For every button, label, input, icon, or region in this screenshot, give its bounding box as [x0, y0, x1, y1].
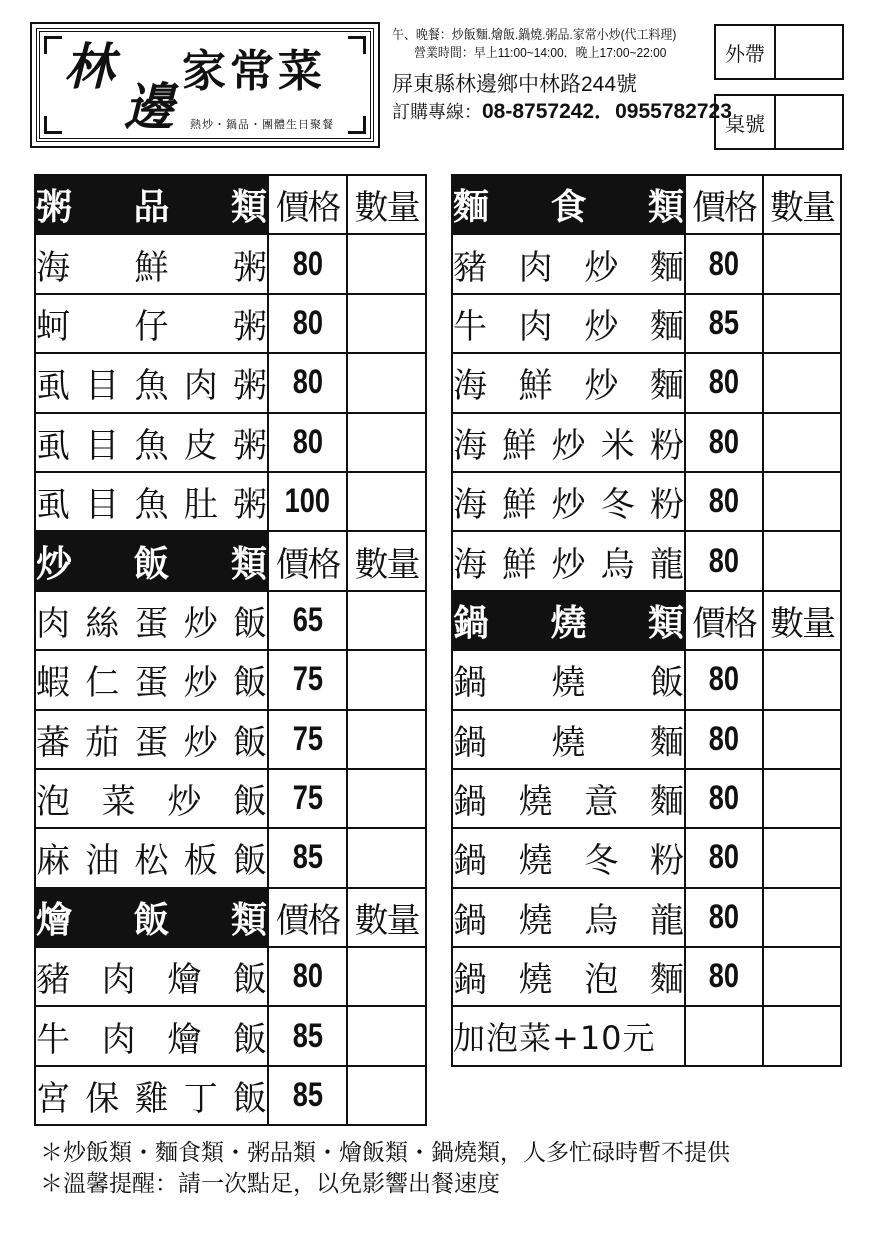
item-name-char: 宮 — [36, 1079, 70, 1120]
quantity-field[interactable] — [763, 234, 841, 293]
item-name-char: 粉 — [650, 425, 684, 466]
item-name-char: 肉 — [518, 247, 553, 288]
quantity-field[interactable] — [763, 828, 841, 887]
frame-corner — [348, 36, 366, 54]
section-title-char: 粥 — [36, 187, 73, 229]
item-name-char: 泡 — [36, 782, 70, 823]
menu-item-row — [35, 472, 426, 531]
item-name-char: 燴 — [167, 960, 202, 1001]
section-title — [35, 175, 268, 234]
item-name-char: 肉 — [183, 366, 218, 407]
item-name-char: 鮮 — [518, 366, 553, 407]
item-name-char: 蕃 — [36, 722, 70, 763]
item-price-value: 75 — [292, 779, 323, 818]
item-name-char: 鍋 — [453, 900, 487, 941]
logo-char-bian: 邊 — [124, 77, 174, 136]
item-price-value: 85 — [292, 1076, 323, 1115]
item-name-char: 意 — [584, 782, 619, 823]
item-name-char: 龍 — [649, 900, 684, 941]
item-name-char: 松 — [134, 841, 169, 882]
menu-item-row — [452, 413, 841, 472]
section-title — [35, 888, 268, 947]
menu-item-row — [452, 294, 841, 353]
item-name-char: 炒 — [183, 722, 218, 763]
item-name-char: 魚 — [134, 485, 169, 526]
item-price-value: 80 — [708, 719, 740, 758]
item-name-char: 豬 — [453, 247, 487, 288]
price-column-header: 價格 — [268, 175, 347, 234]
item-price-value: 80 — [708, 422, 740, 461]
item-name — [452, 531, 685, 590]
section-title-char: 類 — [230, 187, 267, 229]
item-name-char: 麵 — [649, 306, 684, 347]
item-name — [35, 650, 268, 709]
item-price-value: 80 — [708, 957, 740, 996]
item-name-char: 蛋 — [134, 722, 169, 763]
restaurant-logo — [30, 22, 380, 148]
section-title-char: 炒 — [36, 543, 73, 585]
item-price — [268, 710, 347, 769]
menu-table-right — [451, 174, 842, 1067]
menu-item-row — [452, 234, 841, 293]
item-name — [452, 234, 685, 293]
quantity-field[interactable] — [347, 413, 426, 472]
item-name-char: 鮮 — [502, 425, 537, 466]
logo-char-lin: 林 — [64, 37, 114, 96]
quantity-field[interactable] — [763, 353, 841, 412]
item-price-value: 80 — [708, 244, 740, 283]
item-name-char: 飯 — [233, 663, 267, 704]
order-phone — [392, 100, 732, 124]
section-title-char: 類 — [230, 899, 267, 941]
item-price-value: 80 — [708, 838, 740, 877]
item-name — [35, 710, 268, 769]
item-name — [35, 1066, 268, 1125]
item-price-value: 80 — [292, 422, 323, 461]
price-column-header: 價格 — [268, 531, 347, 590]
item-name-char: 鮮 — [502, 485, 537, 526]
item-price-value: 80 — [292, 957, 323, 996]
item-name-char: 茄 — [85, 722, 120, 763]
section-title-char: 食 — [550, 187, 587, 229]
menu-item-row — [452, 650, 841, 709]
item-name — [452, 828, 685, 887]
section-title-char: 類 — [647, 602, 684, 644]
menu-item-row — [35, 591, 426, 650]
item-price-value: 80 — [292, 363, 323, 402]
item-name-char: 粥 — [233, 306, 267, 347]
quantity-field[interactable] — [347, 353, 426, 412]
item-name-char: 菜 — [101, 782, 136, 823]
item-name — [452, 413, 685, 472]
item-name-char: 飯 — [650, 663, 684, 704]
item-name-char: 海 — [453, 544, 487, 585]
quantity-field[interactable] — [763, 947, 841, 1006]
quantity-field[interactable] — [347, 769, 426, 828]
menu-item-row — [35, 1066, 426, 1125]
takeout-field[interactable] — [776, 26, 842, 78]
item-name-char: 鮮 — [134, 247, 169, 288]
item-name-char: 鍋 — [453, 722, 487, 763]
item-name-char: 燒 — [518, 960, 553, 1001]
item-name-char: 粥 — [233, 485, 267, 526]
item-price — [268, 234, 347, 293]
item-name-char: 粥 — [233, 425, 267, 466]
menu-item-row — [35, 650, 426, 709]
menu-item-row — [35, 294, 426, 353]
section-title-char: 鍋 — [453, 602, 490, 644]
meal-types: 午、晚餐：炒飯麵.燴飯.鍋燒.粥品.家常小炒(代工料理) — [392, 27, 677, 42]
menu-item-row — [35, 769, 426, 828]
item-name — [452, 769, 685, 828]
menu-item-row — [452, 472, 841, 531]
item-name — [35, 353, 268, 412]
quantity-column-header: 數量 — [347, 531, 426, 590]
item-name-char: 肉 — [101, 960, 136, 1001]
item-name-char: 肉 — [101, 1019, 136, 1060]
item-name-char: 粉 — [650, 485, 684, 526]
frame-corner — [348, 116, 366, 134]
restaurant-info — [392, 26, 732, 124]
item-price-value: 80 — [708, 897, 740, 936]
item-name-char: 海 — [453, 425, 487, 466]
item-price — [268, 650, 347, 709]
item-price — [685, 769, 763, 828]
item-name-char: 飯 — [232, 1019, 267, 1060]
item-name-char: 麻 — [36, 841, 70, 882]
item-name-char: 冬 — [600, 485, 635, 526]
item-name-char: 仁 — [85, 663, 120, 704]
item-name-char: 麵 — [649, 782, 684, 823]
item-name-char: 油 — [85, 841, 120, 882]
price-column-header: 價格 — [268, 888, 347, 947]
item-name-char: 炒 — [584, 247, 619, 288]
section-title — [452, 175, 685, 234]
quantity-field[interactable] — [763, 1006, 841, 1065]
item-name-char: 鍋 — [453, 960, 487, 1001]
table-number-box — [714, 94, 844, 150]
section-title-char: 燒 — [550, 602, 587, 644]
item-name — [35, 769, 268, 828]
quantity-field[interactable] — [763, 531, 841, 590]
section-title — [35, 531, 268, 590]
menu-item-row — [35, 947, 426, 1006]
item-price-value: 80 — [708, 779, 740, 818]
item-name-char: 蝦 — [36, 663, 70, 704]
quantity-column-header: 數量 — [347, 888, 426, 947]
item-name — [35, 591, 268, 650]
item-name-char: 虱 — [36, 425, 70, 466]
footer-note-availability: ＊炒飯類・麵食類・粥品類・燴飯類・鍋燒類，人多忙碌時暫不提供 — [40, 1140, 730, 1166]
item-price — [685, 947, 763, 1006]
logo-home-cooking: 家常菜 — [182, 46, 326, 97]
quantity-column-header: 數量 — [763, 591, 841, 650]
item-name-char: 炒 — [167, 782, 202, 823]
item-name-char: 飯 — [233, 841, 267, 882]
item-price — [268, 828, 347, 887]
item-price — [268, 294, 347, 353]
quantity-field[interactable] — [763, 413, 841, 472]
menu-item-row — [35, 828, 426, 887]
item-name-char: 冬 — [584, 841, 619, 882]
item-price-value: 80 — [292, 303, 323, 342]
item-name-char: 虱 — [36, 485, 70, 526]
item-name — [452, 650, 685, 709]
takeout-label: 外帶 — [716, 26, 776, 78]
item-name-char: 目 — [85, 485, 120, 526]
section-header-porridge — [35, 175, 426, 234]
item-name — [35, 234, 268, 293]
item-name — [35, 413, 268, 472]
logo-slogan: 熱炒・鍋品・團體生日聚餐 — [190, 118, 334, 131]
item-price — [268, 591, 347, 650]
quantity-field[interactable] — [763, 472, 841, 531]
item-price-value: 80 — [708, 482, 740, 521]
quantity-field[interactable] — [347, 1066, 426, 1125]
item-name-char: 目 — [85, 425, 120, 466]
item-name-char: 絲 — [85, 603, 120, 644]
item-price — [685, 710, 763, 769]
item-price — [685, 294, 763, 353]
addon-row — [452, 1006, 841, 1065]
item-price-value: 100 — [284, 482, 331, 521]
item-name — [35, 294, 268, 353]
addon-price-cell — [685, 1006, 763, 1065]
item-name — [35, 1006, 268, 1065]
phone-label: 訂購專線： — [392, 102, 482, 122]
section-title-char: 飯 — [133, 543, 170, 585]
quantity-field[interactable] — [347, 1006, 426, 1065]
logo-frame — [36, 28, 374, 142]
item-name-char: 粥 — [233, 366, 267, 407]
item-name-char: 蛋 — [134, 663, 169, 704]
item-name-char: 肉 — [36, 603, 70, 644]
item-name-char: 泡 — [584, 960, 619, 1001]
item-name — [452, 472, 685, 531]
section-title-char: 類 — [230, 543, 267, 585]
quantity-field[interactable] — [347, 234, 426, 293]
item-name-char: 牛 — [453, 306, 487, 347]
section-header-fried-rice — [35, 531, 426, 590]
quantity-field[interactable] — [763, 650, 841, 709]
quantity-field[interactable] — [347, 591, 426, 650]
item-name-char: 皮 — [183, 425, 218, 466]
item-name — [35, 947, 268, 1006]
menu-item-row — [452, 531, 841, 590]
item-name-char: 海 — [453, 485, 487, 526]
frame-corner — [44, 116, 62, 134]
address: 屏東縣林邊鄉中林路244號 — [392, 73, 638, 96]
item-name — [35, 472, 268, 531]
menu-item-row — [452, 828, 841, 887]
item-name-char: 飯 — [232, 960, 267, 1001]
item-name-char: 燒 — [518, 900, 553, 941]
item-name-char: 燒 — [551, 722, 586, 763]
quantity-field[interactable] — [763, 710, 841, 769]
quantity-field[interactable] — [347, 710, 426, 769]
menu-item-row — [452, 710, 841, 769]
quantity-column-header: 數量 — [763, 175, 841, 234]
item-name-char: 目 — [85, 366, 120, 407]
item-name-char: 麵 — [649, 247, 684, 288]
item-name-char: 炒 — [584, 366, 619, 407]
item-price-value: 80 — [708, 541, 740, 580]
item-name — [452, 294, 685, 353]
item-name-char: 炒 — [183, 603, 218, 644]
quantity-column-header: 數量 — [347, 175, 426, 234]
menu-item-row — [35, 413, 426, 472]
quantity-field[interactable] — [763, 769, 841, 828]
item-price — [268, 1066, 347, 1125]
item-price-value: 65 — [292, 600, 323, 639]
takeout-box — [714, 24, 844, 80]
item-name-char: 炒 — [183, 663, 218, 704]
section-title-char: 類 — [647, 187, 684, 229]
quantity-field[interactable] — [347, 828, 426, 887]
item-name-char: 牛 — [36, 1019, 70, 1060]
item-name-char: 炒 — [551, 485, 586, 526]
item-name-char: 雞 — [134, 1079, 169, 1120]
item-name — [452, 947, 685, 1006]
item-price — [685, 234, 763, 293]
item-name-char: 飯 — [232, 782, 267, 823]
item-name-char: 麵 — [650, 722, 684, 763]
quantity-field[interactable] — [347, 294, 426, 353]
section-title-char: 品 — [133, 187, 170, 229]
item-name-char: 烏 — [584, 900, 619, 941]
item-name-char: 肉 — [518, 306, 553, 347]
item-name-char: 燴 — [167, 1019, 202, 1060]
item-price — [268, 1006, 347, 1065]
item-name — [452, 353, 685, 412]
item-price — [268, 413, 347, 472]
item-name-char: 燒 — [551, 663, 586, 704]
menu-table-left — [34, 174, 427, 1126]
item-name-char: 蚵 — [36, 306, 70, 347]
item-name-char: 鮮 — [502, 544, 537, 585]
section-title-char: 燴 — [36, 899, 73, 941]
item-price-value: 85 — [708, 303, 740, 342]
footer-note-reminder: ＊溫馨提醒：請一次點足，以免影響出餐速度 — [40, 1171, 500, 1197]
item-price — [685, 828, 763, 887]
item-price — [268, 472, 347, 531]
item-name-char: 鍋 — [453, 663, 487, 704]
item-price-value: 75 — [292, 660, 323, 699]
opening-hours: 營業時間：早上11:00~14:00．晚上17:00~22:00 — [414, 45, 667, 60]
item-name-char: 炒 — [551, 544, 586, 585]
item-price-value: 85 — [292, 1016, 323, 1055]
item-price — [268, 769, 347, 828]
item-name-char: 鍋 — [453, 841, 487, 882]
item-name-char: 仔 — [134, 306, 169, 347]
menu-item-row — [35, 353, 426, 412]
item-name-char: 粥 — [233, 247, 267, 288]
item-name-char: 飯 — [233, 603, 267, 644]
phone-numbers: 08-8757242．0955782723 — [482, 100, 732, 123]
item-name-char: 豬 — [36, 960, 70, 1001]
item-price — [685, 472, 763, 531]
item-name-char: 燒 — [518, 782, 553, 823]
item-price — [685, 888, 763, 947]
table-number-field[interactable] — [776, 96, 842, 148]
item-price — [268, 947, 347, 1006]
menu-item-row — [452, 888, 841, 947]
item-name — [35, 828, 268, 887]
item-price — [268, 353, 347, 412]
quantity-field[interactable] — [763, 294, 841, 353]
item-name-char: 龍 — [650, 544, 684, 585]
item-price-value: 85 — [292, 838, 323, 877]
menu-item-row — [452, 769, 841, 828]
section-header-gravy-rice — [35, 888, 426, 947]
section-title — [452, 591, 685, 650]
item-name-char: 鍋 — [453, 782, 487, 823]
quantity-field[interactable] — [347, 947, 426, 1006]
item-price — [685, 650, 763, 709]
item-name-char: 米 — [600, 425, 635, 466]
price-column-header: 價格 — [685, 175, 763, 234]
item-name-char: 粉 — [649, 841, 684, 882]
item-name-char: 飯 — [233, 722, 267, 763]
price-column-header: 價格 — [685, 591, 763, 650]
item-name-char: 魚 — [134, 366, 169, 407]
item-name-char: 燒 — [518, 841, 553, 882]
menu-item-row — [452, 353, 841, 412]
item-price-value: 75 — [292, 719, 323, 758]
item-price — [685, 413, 763, 472]
table-number-label: 桌號 — [716, 96, 776, 148]
section-title-char: 麵 — [453, 187, 490, 229]
item-name-char: 麵 — [649, 960, 684, 1001]
item-name-char: 飯 — [233, 1079, 267, 1120]
item-name-char: 肚 — [183, 485, 218, 526]
item-name-char: 板 — [183, 841, 218, 882]
item-name-char: 炒 — [551, 425, 586, 466]
section-title-char: 飯 — [133, 899, 170, 941]
section-header-noodles — [452, 175, 841, 234]
item-price — [685, 353, 763, 412]
item-price-value: 80 — [292, 244, 323, 283]
quantity-field[interactable] — [347, 472, 426, 531]
menu-item-row — [452, 947, 841, 1006]
item-price-value: 80 — [708, 660, 740, 699]
addon-kimchi: 加泡菜+10元 — [452, 1006, 685, 1065]
item-name-char: 麵 — [649, 366, 684, 407]
menu-item-row — [35, 710, 426, 769]
item-name-char: 魚 — [134, 425, 169, 466]
menu-item-row — [35, 1006, 426, 1065]
item-name — [452, 888, 685, 947]
section-header-hotpot — [452, 591, 841, 650]
item-name-char: 蛋 — [134, 603, 169, 644]
item-name-char: 虱 — [36, 366, 70, 407]
item-name-char: 烏 — [600, 544, 635, 585]
item-name-char: 保 — [85, 1079, 120, 1120]
item-price — [685, 531, 763, 590]
item-name — [452, 710, 685, 769]
quantity-field[interactable] — [347, 650, 426, 709]
footer-notes — [40, 1138, 860, 1200]
item-name-char: 丁 — [183, 1079, 218, 1120]
item-name-char: 海 — [36, 247, 70, 288]
item-name-char: 海 — [453, 366, 487, 407]
item-name-char: 炒 — [584, 306, 619, 347]
menu-item-row — [35, 234, 426, 293]
quantity-field[interactable] — [763, 888, 841, 947]
item-price-value: 80 — [708, 363, 740, 402]
frame-corner — [44, 36, 62, 54]
